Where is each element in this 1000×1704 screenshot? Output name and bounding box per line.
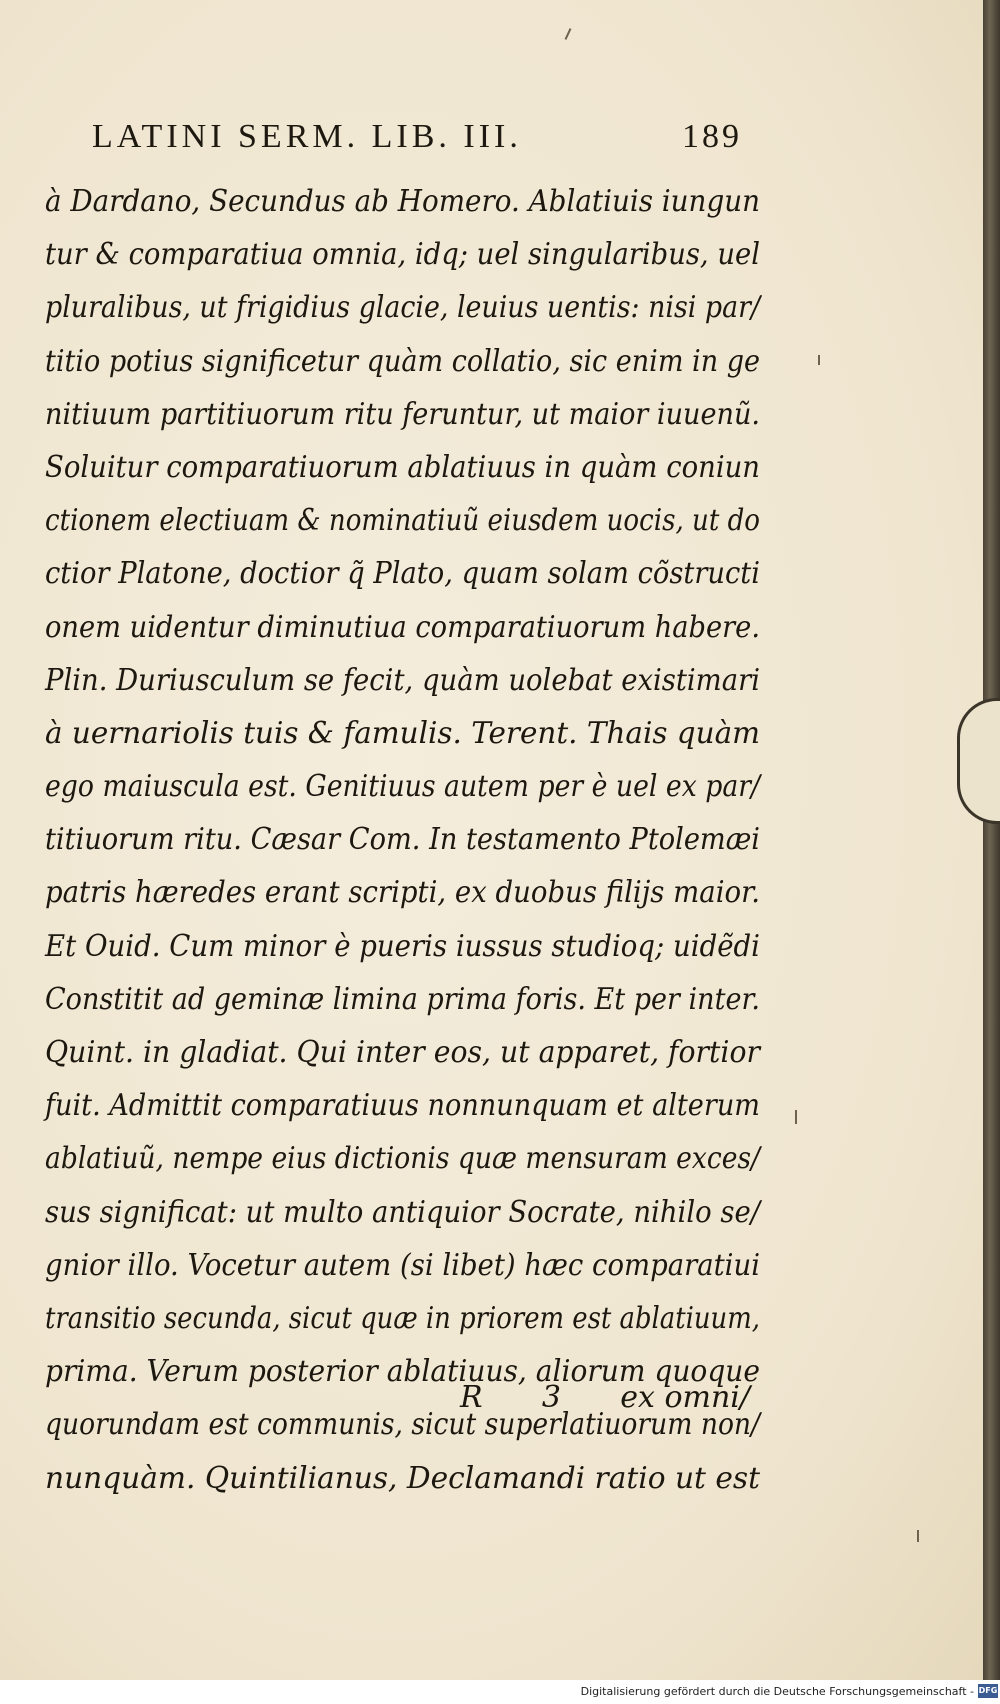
text-line <box>45 1452 760 1505</box>
text-line-content: fuit. Admittit comparatiuus nonnunquam et alterum <box>45 1088 760 1124</box>
running-head <box>92 118 742 156</box>
text-line-content: nunquàm. Quintilianus, Declamandi ratio ut est <box>45 1460 760 1496</box>
text-line-content: Quint. in gladiat. Qui inter eos, ut apparet, fortior <box>45 1035 760 1070</box>
dfg-logo: DFG <box>978 1684 998 1698</box>
text-line <box>45 175 760 228</box>
text-line <box>45 813 760 866</box>
text-line-content: tur & comparatiua omnia, idq; uel singularibus, uel <box>45 237 760 273</box>
footer-bar <box>0 1680 1000 1704</box>
text-line <box>45 1079 760 1132</box>
paper-speck <box>917 1530 919 1542</box>
text-line-content: transitio secunda, sicut quæ in priorem est ablatiuum, <box>45 1300 760 1336</box>
text-line <box>45 441 760 494</box>
text-line-content: nitiuum partitiuorum ritu feruntur, ut maior iuuenũ. <box>45 396 760 432</box>
page-tab <box>957 698 1000 824</box>
text-line-content: Plin. Duriusculum se fecit, quàm uolebat existimari <box>45 662 760 698</box>
text-line <box>45 335 760 388</box>
signature-mark: R <box>460 1380 483 1415</box>
paper-speck <box>565 28 572 40</box>
text-line <box>45 866 760 919</box>
text-line <box>45 494 760 547</box>
text-line-content: ablatiuũ, nempe eius dictionis quæ mensuram exces/ <box>45 1141 760 1177</box>
text-line <box>45 760 760 813</box>
text-line-content: prima. Verum posterior ablatiuus, aliorum quoque <box>45 1354 760 1390</box>
text-line <box>45 920 760 973</box>
text-line-content: pluralibus, ut frigidius glacie, leuius uentis: nisi par/ <box>45 290 760 326</box>
text-line-content: ctionem electiuam & nominatiuũ eiusdem uocis, ut do <box>45 503 760 539</box>
paper-speck <box>795 1110 797 1124</box>
text-line <box>45 1239 760 1292</box>
text-line <box>45 654 760 707</box>
text-line-content: gnior illo. Vocetur autem (si libet) hæc comparatiui <box>45 1247 760 1283</box>
text-line <box>45 1132 760 1185</box>
text-line <box>45 228 760 281</box>
text-line <box>45 1026 760 1079</box>
text-line-content: ctior Platone, doctior q̃ Plato, quam solam cõstructi <box>45 556 760 592</box>
text-line <box>45 388 760 441</box>
digitization-credit: Digitalisierung gefördert durch die Deutsche Forschungsgemeinschaft - <box>580 1685 974 1698</box>
text-line-content: Et Ouid. Cum minor è pueris iussus studioq; uidẽdi <box>45 928 760 964</box>
text-line <box>45 601 760 654</box>
text-line <box>45 707 760 760</box>
text-line <box>45 973 760 1026</box>
text-line <box>45 1292 760 1345</box>
text-line-content: Soluitur comparatiuorum ablatiuus in quàm coniun <box>45 449 760 485</box>
book-fore-edge <box>983 0 1000 1680</box>
text-line <box>45 281 760 334</box>
text-line <box>45 547 760 600</box>
page-number: 189 <box>682 118 742 155</box>
signature-line <box>460 1380 750 1415</box>
text-line-content: titio potius significetur quàm collatio, sic enim in ge <box>45 343 760 379</box>
signature-number: 3 <box>541 1380 561 1415</box>
text-line-content: sus significat: ut multo antiquior Socrate, nihilo se/ <box>45 1194 760 1230</box>
text-line-content: patris hæredes erant scripti, ex duobus filijs maior. <box>45 875 760 911</box>
running-head-title: LATINI SERM. LIB. III. <box>92 118 522 155</box>
text-line-content: à uernariolis tuis & famulis. Terent. Thais quàm <box>45 715 760 751</box>
text-line-content: à Dardano, Secundus ab Homero. Ablatiuis iungun <box>45 184 760 219</box>
text-line-content: titiuorum ritu. Cæsar Com. In testamento Ptolemæi <box>45 822 760 858</box>
text-line-content: onem uidentur diminutiua comparatiuorum habere. <box>45 609 760 645</box>
catchword: ex omni/ <box>620 1380 750 1415</box>
paper-speck <box>818 355 820 365</box>
text-line-content: ego maiuscula est. Genitiuus autem per è uel ex par/ <box>45 769 760 805</box>
text-line-content: quorundam est communis, sicut superlatiuorum non/ <box>45 1407 760 1443</box>
text-line-content: Constitit ad geminæ limina prima foris. Et per inter. <box>45 981 760 1017</box>
text-line <box>45 1186 760 1239</box>
body-text <box>45 175 760 1505</box>
